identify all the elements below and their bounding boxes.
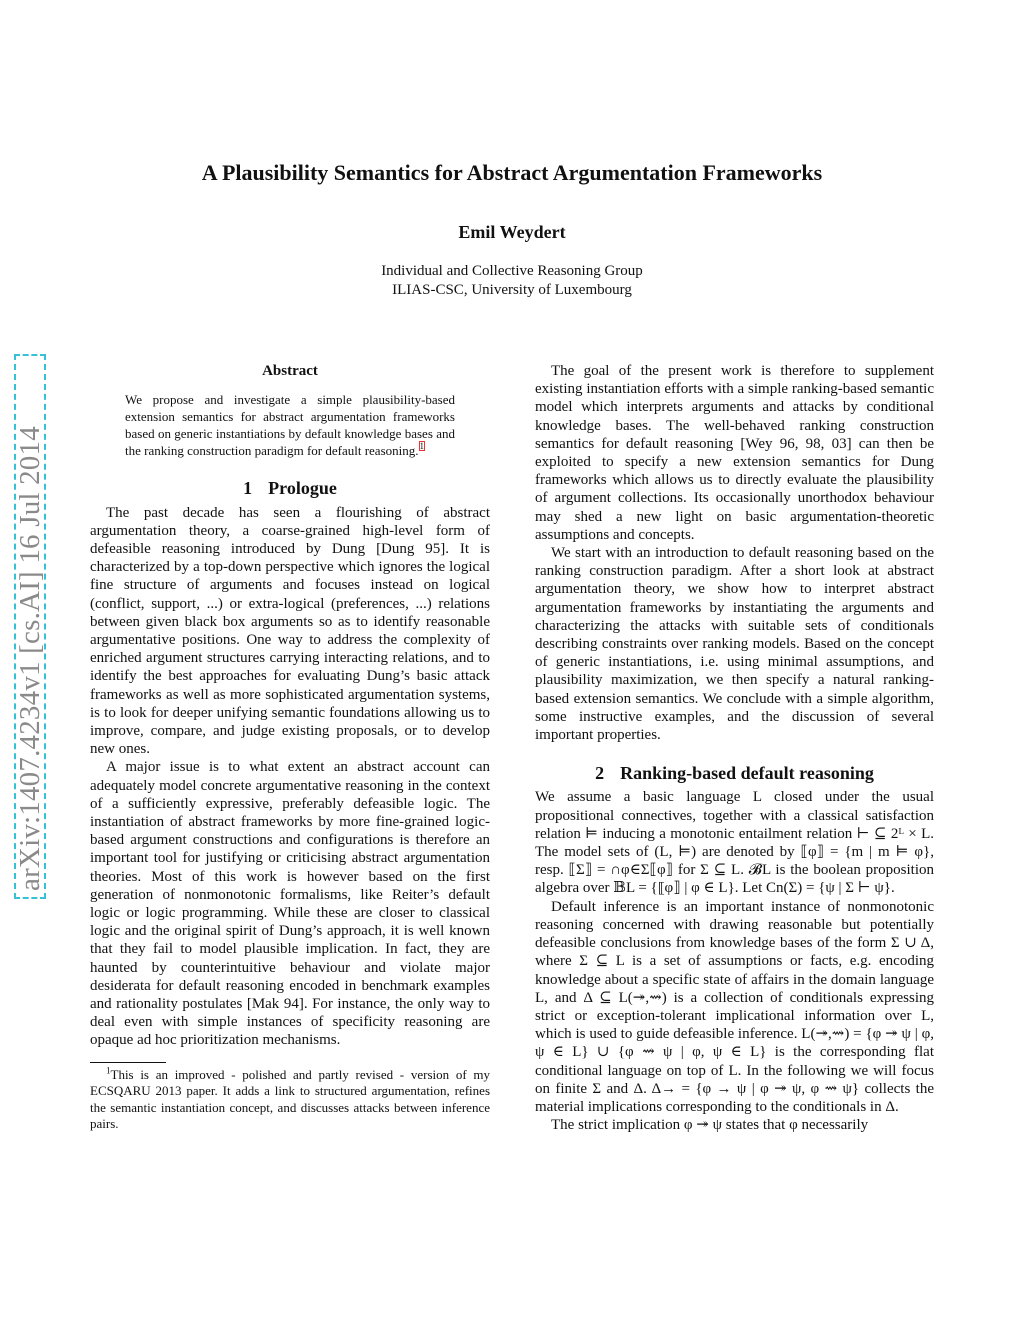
section-heading <box>535 764 934 782</box>
paper-title: A Plausibility Semantics for Abstract Argumentation Frameworks <box>201 160 823 185</box>
footnote-mark: 1 <box>106 1065 111 1076</box>
affiliation <box>0 262 1024 300</box>
affiliation-line: Individual and Collective Reasoning Group <box>381 263 643 279</box>
footnote-text: This is an improved - polished and partly revised - version of my ECSQARU 2013 paper. It adds a link to structured argumentation, refines the semantic instantiation concept, and discusses attacks between inference pairs. <box>90 1066 490 1132</box>
paragraph: Default inference is an important instance of nonmonotonic reasoning concerned with drawing reasonable but potentially defeasible conclusions from knowledge bases of the form Σ ∪ Δ, where Σ ⊆ L is a set of assumptions or facts, e.g. encoding knowledge about a specific state of affairs in the domain language L, and Δ ⊆ L(↠,⇝) is a collection of conditionals expressing strict or exception-tolerant implicational information over L, which is used to guide defeasible inference. L(↠,⇝) = {φ ↠ ψ | φ, ψ ∈ L} ∪ {φ ⇝ ψ | φ, ψ ∈ L} is the corresponding flat conditional language on top of L. In the following we will focus on finite Σ and Δ. Δ→ = {φ → ψ | φ ↠ ψ, φ ⇝ ψ} collects the material implications corresponding to the conditionals in Δ. <box>535 898 934 1115</box>
paragraph: The past decade has seen a flourishing of abstract argumentation theory, a coarse-grained high-level form of defeasible reasoning introduced by Dung [Dung 95]. It is characterized by a top-down perspective which ignores the logical fine structure of arguments and focuses instead on logical (conflict, support, ...) or extra-logical (preferences, ...) relations between given black box arguments so as to identify reasonable argumentative positions. One way to address the complexity of enriched argument structures carrying interacting relations, and to identify the best approaches for evaluating Dung’s basic attack frameworks as well as more sophisticated argumentation systems, is to look for deeper unifying semantic foundations allowing us to improve, compare, and judge existing proposals, or to develop new ones. <box>90 504 490 758</box>
arxiv-identifier: arXiv:1407.4234v1 [cs.AI] 16 Jul 2014 <box>14 354 46 899</box>
section-number: 1 <box>243 478 253 499</box>
paragraph: We assume a basic language L closed under the usual propositional connectives, together with a classical satisfaction relation ⊨ inducing a monotonic entailment relation ⊢ ⊆ 2ᴸ × L. The model sets of (L, ⊨) are denoted by ⟦φ⟧ = {m | m ⊨ φ}, resp. ⟦Σ⟧ = ∩φ∈Σ⟦φ⟧ for Σ ⊆ L. 𝓑L is the boolean proposition algebra over 𝔹L = {⟦φ⟧ | φ ∈ L}. Let Cn(Σ) = {ψ | Σ ⊢ ψ}. <box>535 789 934 897</box>
section-heading <box>90 479 490 497</box>
left-column <box>90 362 490 1133</box>
paragraph: A major issue is to what extent an abstract account can adequately model concrete argumentative reasoning in the context of a sufficiently expressive, preferably defeasible logic. The instantiation of abstract frameworks by more fine-grained logic-based argument constructions and configurations is therefore an important tool for justifying or criticising abstract argumentation theories. Most of this work is however based on the first generation of nonmonotonic formalisms, like Reiter’s default logic or logic programming. While these are closer to classical logic and the original spirit of Dung’s approach, it is well known that they fail to model plausible implication. In fact, they are haunted by counterintuitive behaviour and violate major desiderata for default reasoning encoded in benchmark examples and rationality postulates [Mak 94]. For instance, the only way to deal even with simple instances of specificity reasoning are opaque ad hoc prioritization mechanisms. <box>90 759 490 1049</box>
section-title: Prologue <box>268 478 337 499</box>
footnote-divider <box>90 1062 166 1063</box>
section-title: Ranking-based default reasoning <box>620 763 874 784</box>
right-column <box>535 362 934 1134</box>
abstract-heading: Abstract <box>262 363 318 379</box>
paragraph: The strict implication φ ↠ ψ states that φ necessarily <box>551 1117 869 1134</box>
paragraph: The goal of the present work is therefore to supplement existing instantiation efforts with a simple ranking-based semantic model which interprets arguments and attacks by conditional knowledge bases. The well-behaved ranking construction semantics for default reasoning [Wey 96, 98, 03] can then be exploited to specify a new extension semantics for Dung frameworks which allows us to directly evaluate the plausibility of argument collections. Its occasionally unorthodox behaviour may shed a new light on basic argumentation-theoretic assumptions and concepts. <box>535 363 934 543</box>
paragraph: We start with an introduction to default reasoning based on the ranking construction paradigm. After a short look at abstract argumentation theory, we show how to interpret abstract argumentation frameworks by instantiating the arguments and characterizing the attacks with suitable sets of conditionals describing constraints over ranking models. Based on the concept of generic instantiations, i.e. using minimal assumptions, and plausibility maximization, we then specify a natural ranking-based extension semantics. We conclude with a simple algorithm, some instructive examples, and the discussion of several important properties. <box>535 545 934 744</box>
footnote <box>90 1067 490 1133</box>
section-number: 2 <box>595 763 605 784</box>
affiliation-line: ILIAS-CSC, University of Luxembourg <box>392 282 632 298</box>
author-name: Emil Weydert <box>458 222 566 242</box>
footnote-link[interactable]: 1 <box>419 441 424 452</box>
abstract-text: We propose and investigate a simple plausibility-based extension semantics for abstract argumentation frameworks based on generic instantiations by default knowledge bases and the ranking construction paradigm for default reasoning.$^1$ <box>125 392 455 458</box>
